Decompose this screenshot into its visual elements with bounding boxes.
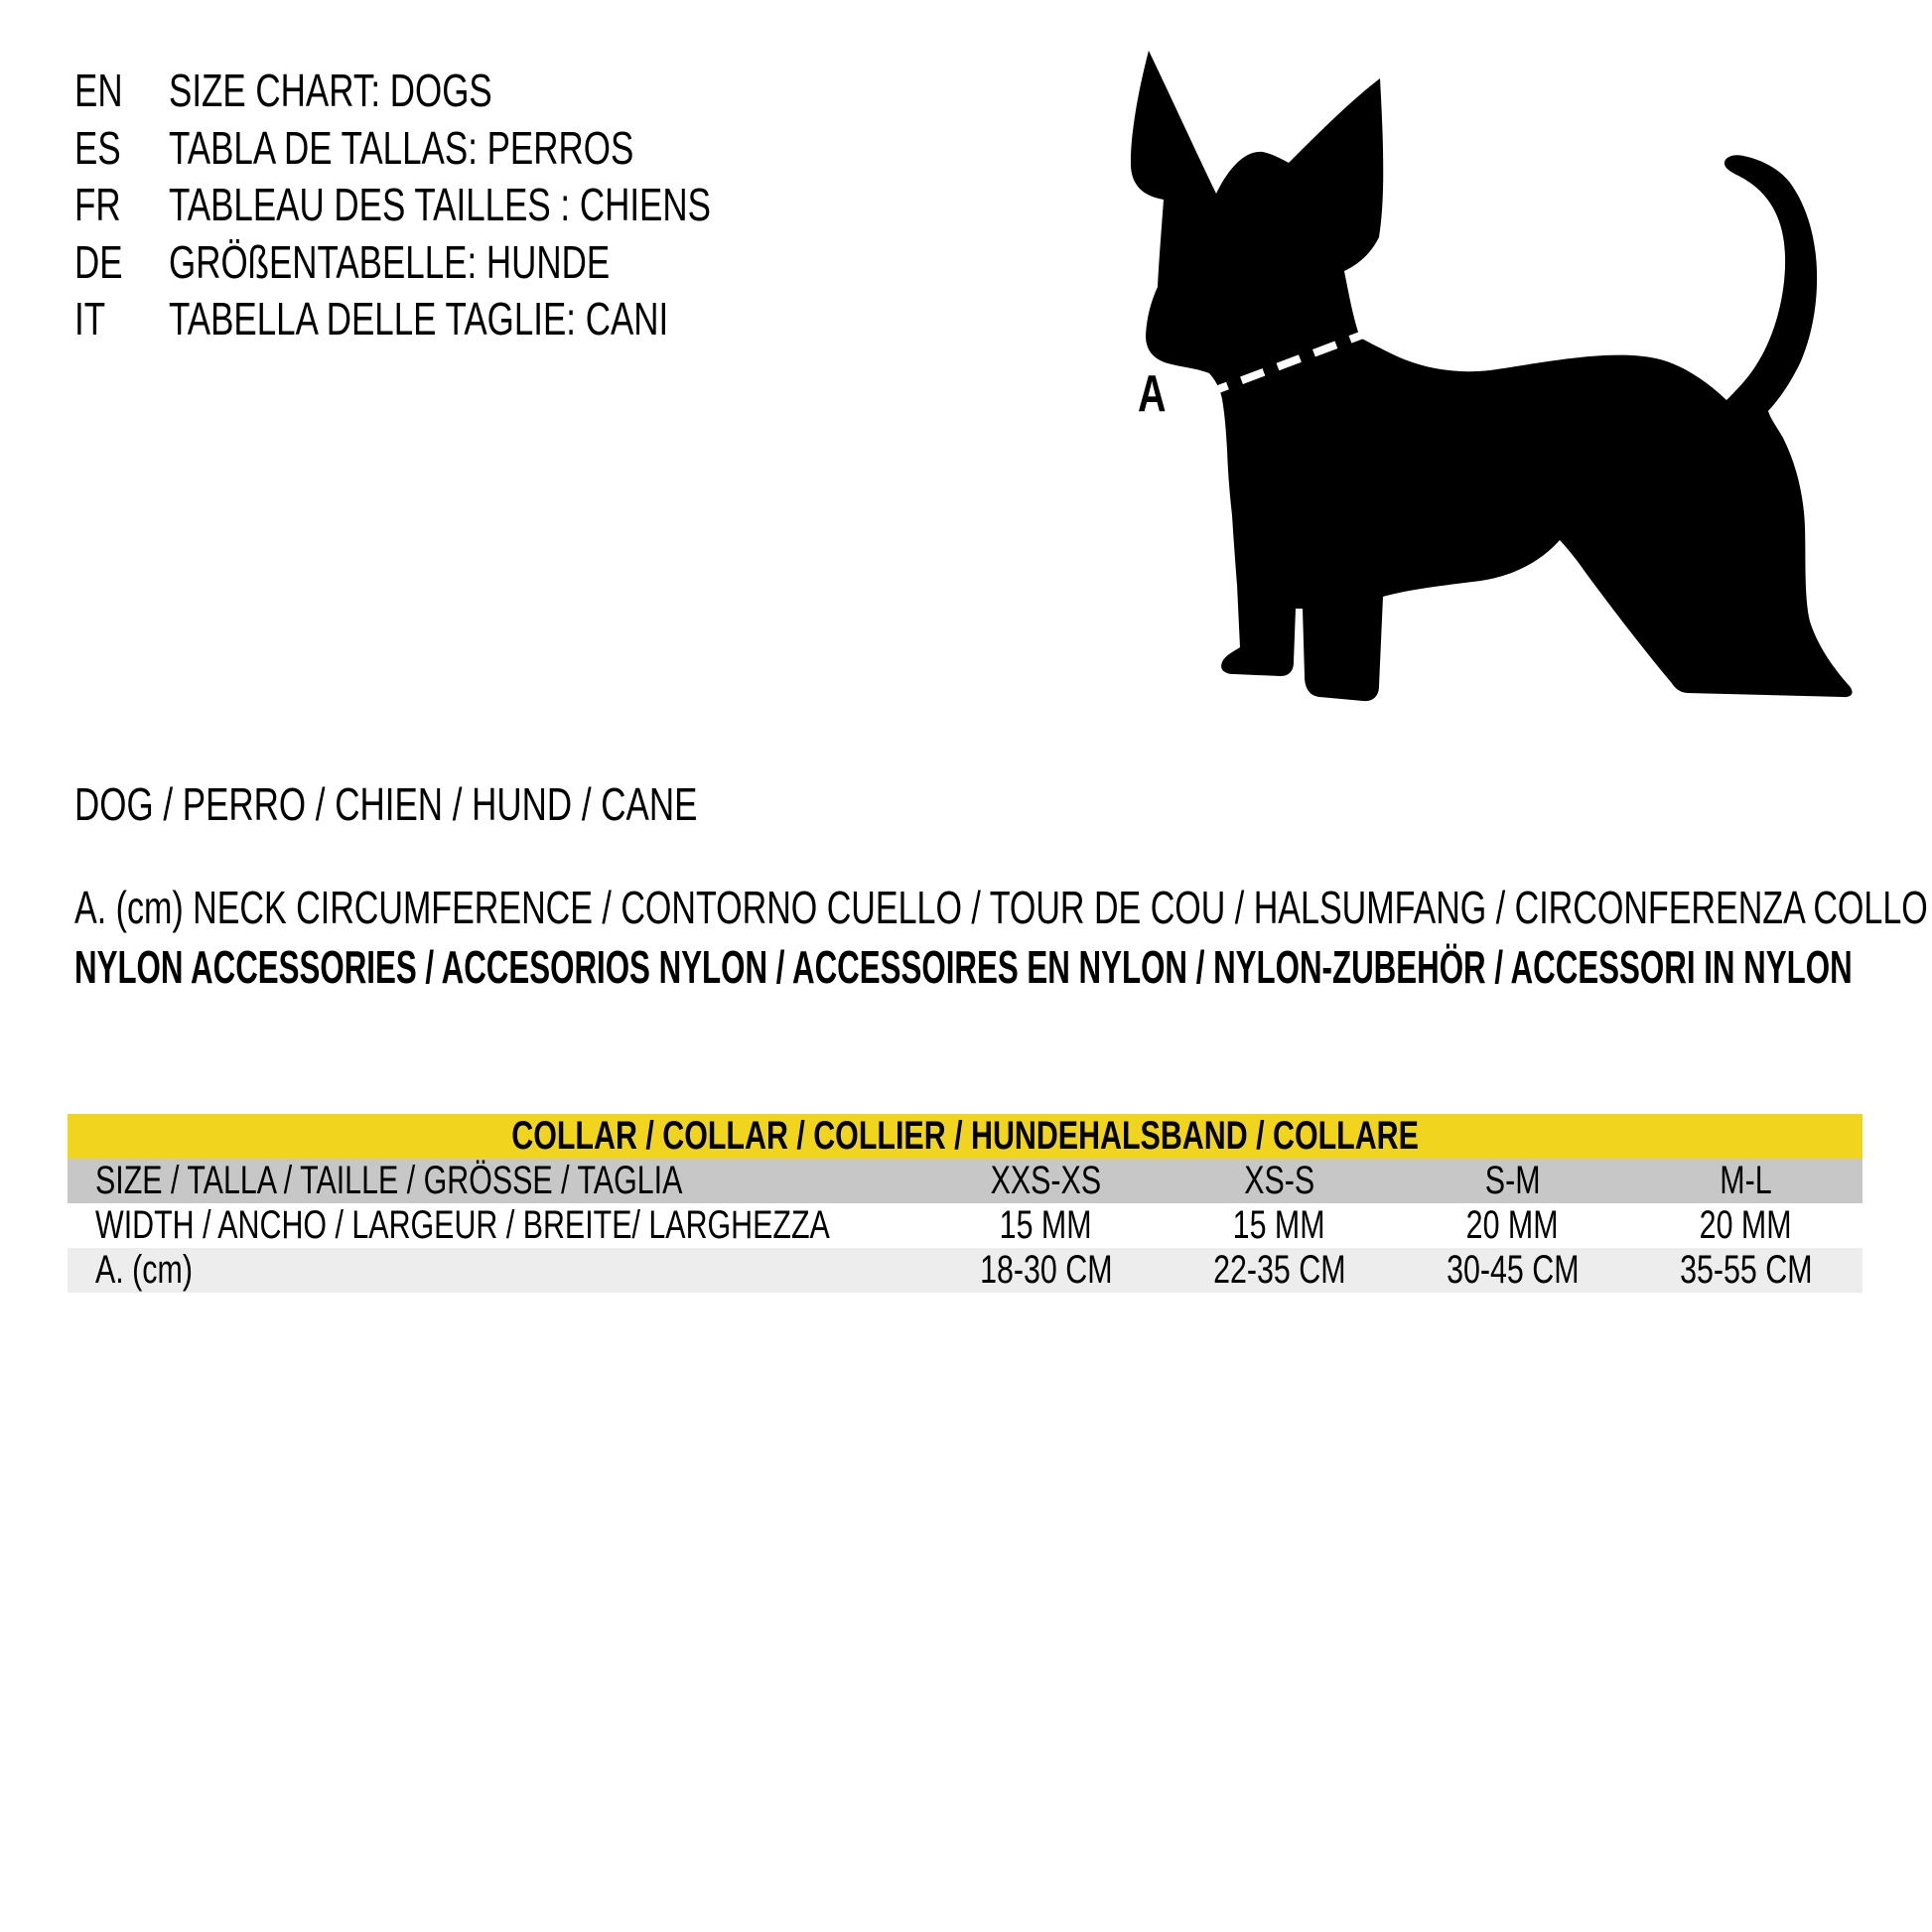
language-code: ES	[74, 121, 121, 174]
dog-silhouette-icon	[1122, 40, 1876, 715]
language-code: IT	[74, 293, 106, 345]
language-title: SIZE CHART: DOGS	[169, 65, 492, 116]
language-title: TABLEAU DES TAILLES : CHIENS	[169, 179, 711, 230]
language-code: EN	[74, 65, 123, 116]
measurement-note: A. (cm) NECK CIRCUMFERENCE / CONTORNO CUELLO / TOUR DE COU / HALSUMFANG / CIRCONFERENZA COLLO	[74, 882, 1928, 933]
table-title: COLLAR / COLLAR / COLLIER / HUNDEHALSBAND / COLLARE	[511, 1114, 1419, 1158]
language-title: TABELLA DELLE TAGLIE: CANI	[169, 293, 669, 345]
language-row-fr	[74, 177, 882, 234]
width-cell: 20 MM	[1466, 1203, 1559, 1247]
language-title: TABLA DE TALLAS: PERROS	[169, 121, 634, 174]
neck-range-cell: 18-30 CM	[979, 1248, 1113, 1292]
language-row-en	[74, 63, 882, 120]
row-label-cell: SIZE / TALLA / TAILLE / GRÖSSE / TAGLIA	[95, 1159, 683, 1202]
size-cell: M-L	[1720, 1159, 1772, 1202]
language-row-it	[74, 291, 882, 348]
neck-range-cell: 30-45 CM	[1446, 1248, 1580, 1292]
table-row-size	[68, 1159, 1863, 1203]
language-row-es	[74, 120, 882, 178]
neck-range-cell: 22-35 CM	[1212, 1248, 1346, 1292]
table-row-width	[68, 1203, 1863, 1248]
measure-point-letter: A	[1138, 365, 1167, 423]
table-row-neck-circumference	[68, 1248, 1863, 1293]
material-note: NYLON ACCESSORIES / ACCESORIOS NYLON / ACCESSOIRES EN NYLON / NYLON-ZUBEHÖR / ACCESSORI IN NYLON	[74, 941, 1853, 993]
language-row-de	[74, 234, 882, 292]
table-header-row	[68, 1114, 1863, 1159]
width-cell: 15 MM	[1000, 1203, 1092, 1247]
width-cell: 15 MM	[1233, 1203, 1325, 1247]
animal-caption: DOG / PERRO / CHIEN / HUND / CANE	[74, 778, 698, 830]
size-cell: XS-S	[1244, 1159, 1314, 1202]
row-label-cell: A. (cm)	[95, 1248, 193, 1292]
language-heading-list	[74, 63, 882, 348]
language-code: DE	[74, 235, 123, 288]
measure-point-label	[1138, 365, 1217, 423]
collar-size-table	[68, 1114, 1863, 1293]
width-cell: 20 MM	[1700, 1203, 1792, 1247]
neck-range-cell: 35-55 CM	[1679, 1248, 1813, 1292]
language-title: GRÖßENTABELLE: HUNDE	[169, 235, 611, 288]
size-cell: XXS-XS	[990, 1159, 1102, 1202]
dog-body-shape	[1131, 51, 1853, 701]
language-code: FR	[74, 179, 121, 230]
size-cell: S-M	[1484, 1159, 1541, 1202]
row-label-cell: WIDTH / ANCHO / LARGEUR / BREITE/ LARGHEZZA	[95, 1203, 830, 1247]
